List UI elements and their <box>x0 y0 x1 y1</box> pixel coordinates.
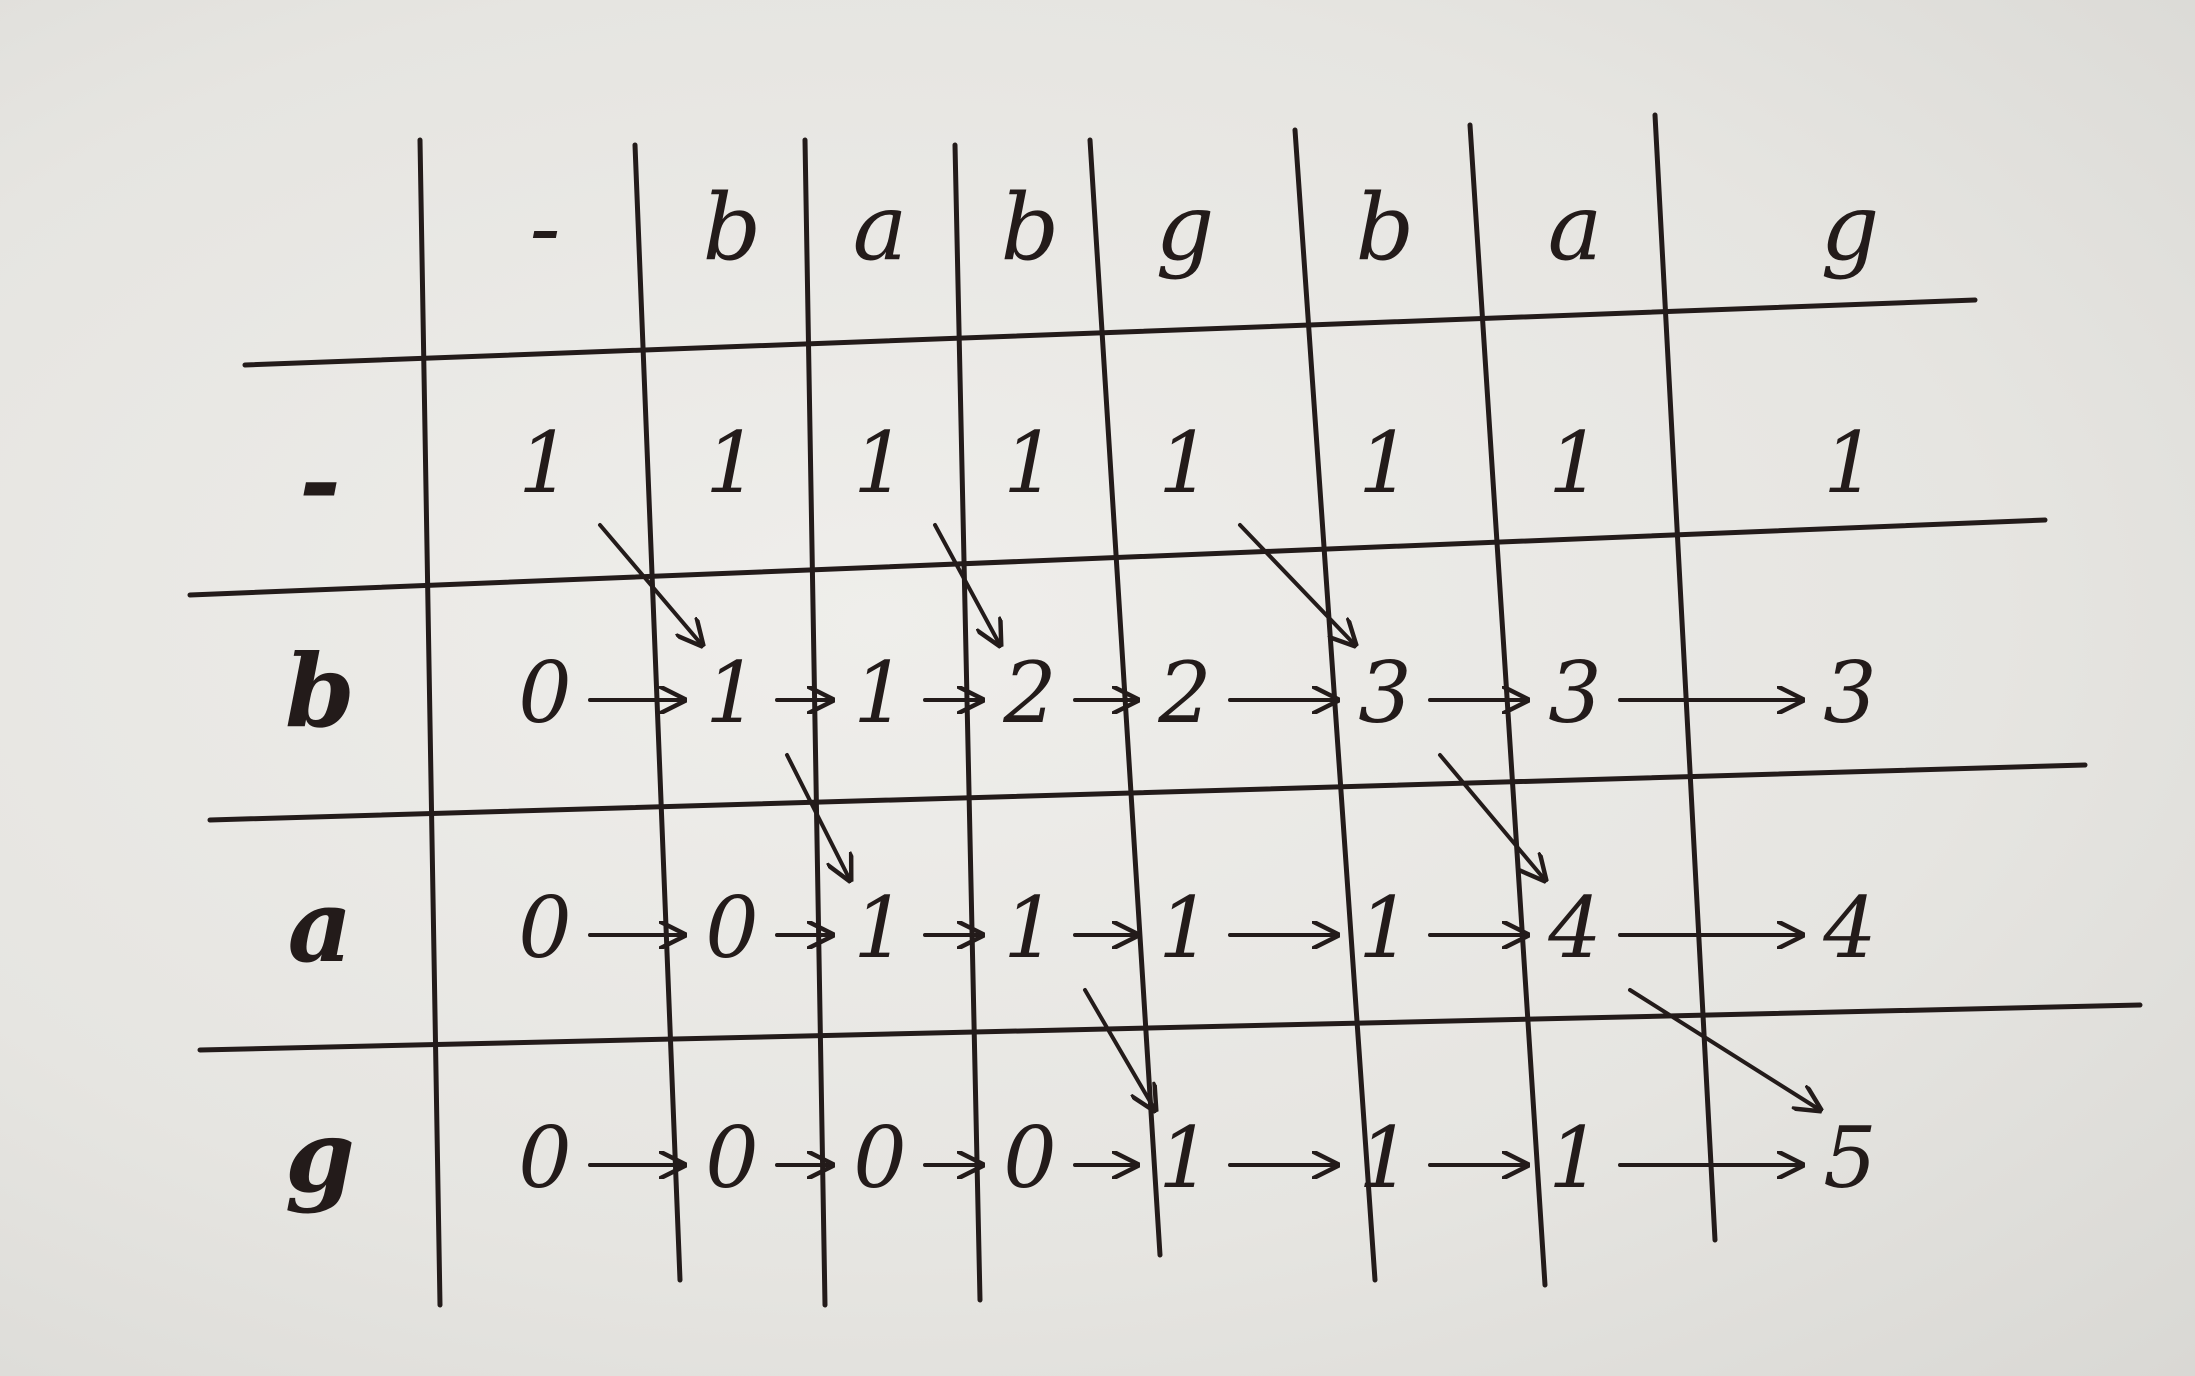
table-cell: 1 <box>705 644 759 742</box>
column-header: - <box>529 173 561 281</box>
table-cell: 1 <box>1358 414 1412 512</box>
grid-horizontal-line <box>200 1005 2140 1050</box>
table-cell: 0 <box>518 1109 572 1207</box>
grid-vertical-line <box>955 145 980 1300</box>
table-cell: 3 <box>1548 644 1602 742</box>
table-cell: 1 <box>1358 879 1412 977</box>
column-header: a <box>852 173 908 281</box>
grid-vertical-line <box>1655 115 1715 1240</box>
table-cell: 0 <box>705 1109 759 1207</box>
table-cell: 1 <box>1158 879 1212 977</box>
grid-vertical-line <box>805 140 825 1305</box>
diagonal-arrow <box>1630 990 1820 1110</box>
diagonal-arrow <box>1240 525 1355 645</box>
table-cell: 4 <box>1823 879 1877 977</box>
row-label: a <box>287 866 353 985</box>
grid-horizontal-line <box>245 300 1975 365</box>
table-cell: 0 <box>518 879 572 977</box>
table-cell: 1 <box>1548 414 1602 512</box>
column-header: a <box>1547 173 1603 281</box>
grid-vertical-line <box>1090 140 1160 1255</box>
table-cell: 5 <box>1823 1109 1877 1207</box>
table-cell: 0 <box>518 644 572 742</box>
table-cell: 1 <box>518 414 572 512</box>
table-cell: 0 <box>853 1109 907 1207</box>
table-cell: 1 <box>1548 1109 1602 1207</box>
table-cell: 3 <box>1358 644 1412 742</box>
grid-vertical-line <box>635 145 680 1280</box>
grid-vertical-line <box>420 140 440 1305</box>
row-label: b <box>285 631 355 750</box>
row-label: g <box>285 1096 355 1215</box>
table-cell: 2 <box>1003 644 1057 742</box>
table-cell: 2 <box>1158 644 1212 742</box>
table-cell: 0 <box>705 879 759 977</box>
column-header: g <box>1155 173 1215 281</box>
column-header: b <box>702 173 762 281</box>
column-header: b <box>1000 173 1060 281</box>
table-cell: 1 <box>853 414 907 512</box>
grid-horizontal-line <box>210 765 2085 820</box>
column-header: b <box>1355 173 1415 281</box>
table-cell: 1 <box>853 644 907 742</box>
grid-vertical-line <box>1470 125 1545 1285</box>
table-cell: 1 <box>853 879 907 977</box>
table-cell: 1 <box>1823 414 1877 512</box>
table-cell: 3 <box>1823 644 1877 742</box>
table-cell: 1 <box>1003 879 1057 977</box>
table-cell: 1 <box>1358 1109 1412 1207</box>
table-cell: 1 <box>1158 1109 1212 1207</box>
table-cell: 1 <box>1003 414 1057 512</box>
table-cell: 1 <box>705 414 759 512</box>
table-cell: 1 <box>1158 414 1212 512</box>
table-cell: 4 <box>1548 879 1602 977</box>
column-header: g <box>1820 173 1880 281</box>
diagonal-arrow <box>1440 755 1545 880</box>
table-cell: 0 <box>1003 1109 1057 1207</box>
row-label: - <box>299 421 341 540</box>
